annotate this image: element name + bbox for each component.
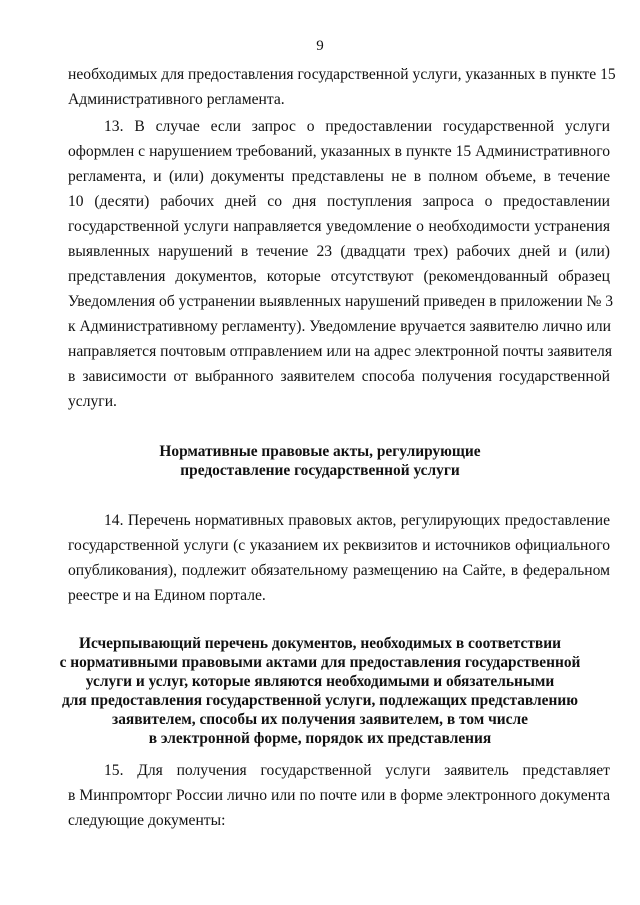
heading-line: услуги и услуг, которые являются необходимыми и обязательными (85, 673, 555, 690)
text-line: государственной услуги (с указанием их реквизитов и источников официального (68, 537, 610, 554)
text-line: к Административному регламенту). Уведомление вручается заявителю лично или (68, 318, 612, 335)
text-line: 14. Перечень нормативных правовых актов, регулирующих предоставление (104, 512, 610, 529)
text-line: 10 (десяти) рабочих дней со дня поступления запроса о предоставлении (68, 193, 610, 210)
heading-line: заявителем, способы их получения заявителем, в том числе (112, 711, 528, 728)
heading-line: Исчерпывающий перечень документов, необходимых в соответствии (79, 635, 561, 652)
text-line: представления документов, которые отсутствуют (рекомендованный образец (68, 268, 610, 285)
text-line: необходимых для предоставления государственной услуги, указанных в пункте 15 (68, 66, 616, 83)
text-line: реестре и на Едином портале. (68, 587, 266, 604)
paragraph-14 (68, 508, 610, 608)
text-line: в Минпромторг России лично или по почте или в форме электронного документа (68, 787, 610, 804)
text-line: услуги. (68, 393, 117, 410)
paragraph-15 (68, 758, 610, 833)
text-line: 15. Для получения государственной услуги заявитель представляет (104, 762, 610, 779)
text-line: Административного регламента. (68, 91, 285, 108)
heading-line: Нормативные правовые акты, регулирующие (159, 443, 481, 460)
text-line: в зависимости от выбранного заявителем способа получения государственной (68, 368, 610, 385)
heading-line: с нормативными правовыми актами для предоставления государственной (59, 654, 581, 671)
heading-line: в электронной форме, порядок их представления (148, 730, 492, 747)
text-line: направляется почтовым отправлением или на адрес электронной почты заявителя (68, 343, 613, 360)
section-heading-legal-acts (0, 442, 640, 480)
text-line: оформлен с нарушением требований, указанных в пункте 15 Административного (68, 143, 610, 160)
text-line: Уведомления об устранении выявленных нарушений приведен в приложении № 3 (68, 293, 614, 310)
text-line: следующие документы: (68, 812, 226, 829)
paragraph-continuation (68, 62, 616, 112)
heading-line: для предоставления государственной услуги, подлежащих представлению (61, 692, 578, 709)
text-line: регламента, и (или) документы представлены не в полном объеме, в течение (68, 168, 610, 185)
text-line: государственной услуги направляется уведомление о необходимости устранения (68, 218, 610, 235)
section-heading-documents-list (0, 634, 640, 748)
heading-line: предоставление государственной услуги (180, 462, 460, 479)
paragraph-13 (68, 114, 614, 414)
text-line: выявленных нарушений в течение 23 (двадцати трех) рабочих дней и (или) (68, 243, 610, 260)
text-line: опубликования), подлежит обязательному размещению на Сайте, в федеральном (68, 562, 610, 579)
text-line: 13. В случае если запрос о предоставлении государственной услуги (104, 118, 610, 135)
page-number: 9 (316, 38, 324, 54)
